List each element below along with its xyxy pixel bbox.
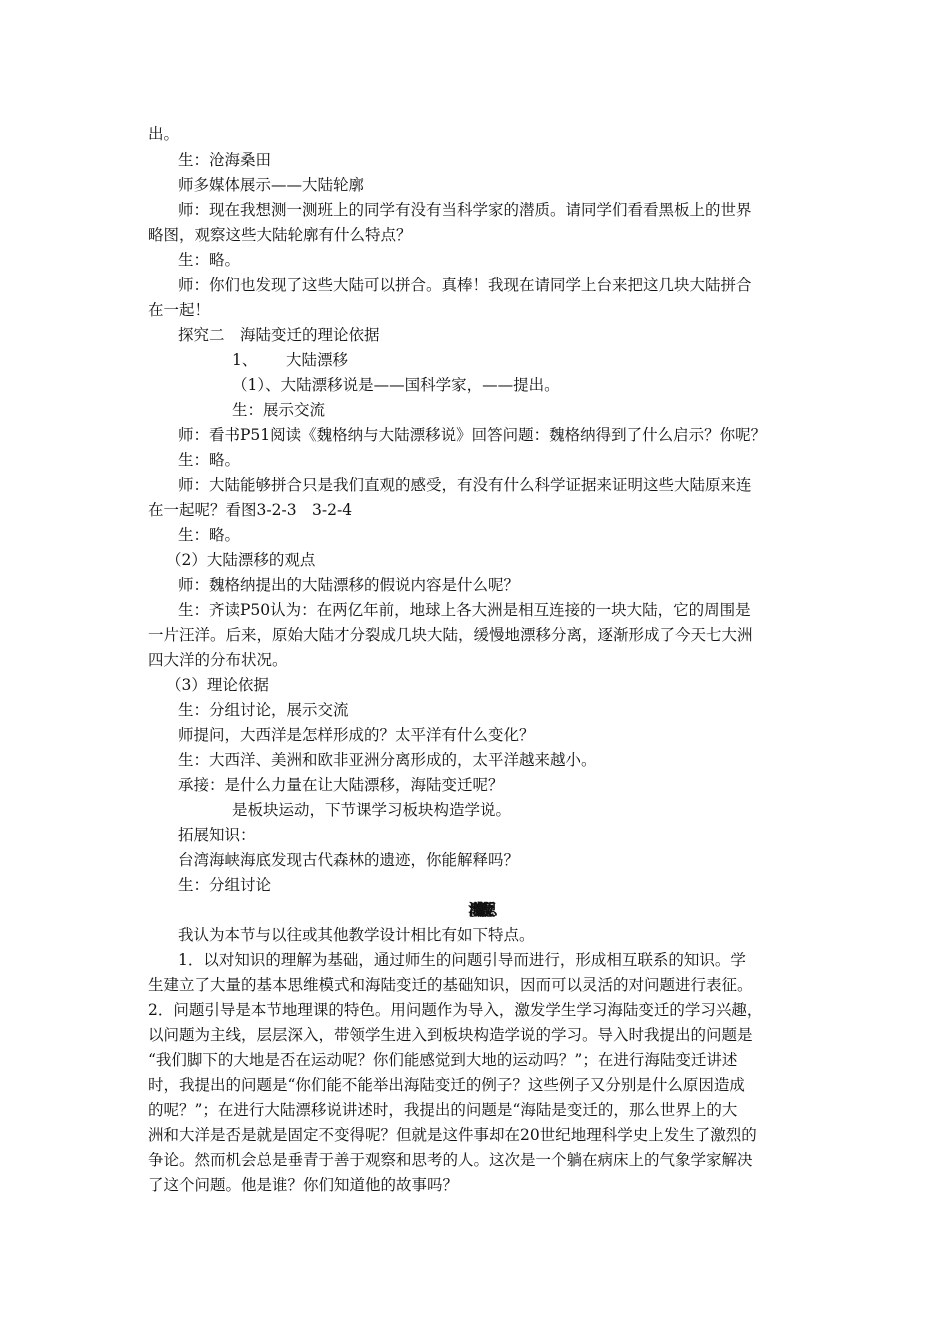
section-heading: 探究二 海陆变迁的理论依据 — [178, 326, 380, 344]
text-line: 师：大陆能够拼合只是我们直观的感受，有没有什么科学证据来证明这些大陆原来连 — [178, 476, 752, 494]
list-number: 1、 — [232, 351, 258, 369]
list-item-text: 大陆漂移 — [286, 351, 349, 369]
text-line: 的呢？”；在进行大陆漂移说讲述时，我提出的问题是“海陆是变迁的，那么世界上的大 — [148, 1101, 738, 1119]
text-line: 以问题为主线，层层深入，带领学生进入到板块构造学说的学习。导入时我提出的问题是 — [148, 1026, 753, 1044]
text-line: 生：大西洋、美洲和欧非亚洲分离形成的，太平洋越来越小。 — [178, 751, 597, 769]
text-line: 生建立了大量的基本思维模式和海陆变迁的基础知识，因而可以灵活的对问题进行表征。 — [148, 976, 753, 994]
text-line: （3）理论依据 — [166, 676, 269, 694]
text-line: 生：略。 — [178, 526, 241, 544]
text-line: 一片汪洋。后来，原始大陆才分裂成几块大陆，缓慢地漂移分离，逐渐形成了今天七大洲 — [148, 626, 753, 644]
text-line: 师提问，大西洋是怎样形成的？太平洋有什么变化？ — [178, 726, 535, 744]
text-line: 了这个问题。他是谁？你们知道他的故事吗？ — [148, 1176, 459, 1194]
text-line: （2）大陆漂移的观点 — [166, 551, 316, 569]
text-line: 我认为本节与以往或其他教学设计相比有如下特点。 — [178, 926, 535, 944]
text-line: 四大洋的分布状况。 — [148, 651, 288, 669]
text-line: 台湾海峡海底发现古代森林的遗迹，你能解释吗？ — [178, 851, 520, 869]
text-line: “我们脚下的大地是否在运动呢？你们能感觉到大地的运动吗？”；在进行海陆变迁讲述 — [148, 1051, 738, 1069]
text-line: 生：沧海桑田 — [178, 151, 272, 169]
text-line: 师：你们也发现了这些大陆可以拼合。真棒！我现在请同学上台来把这几块大陆拼合 — [178, 276, 752, 294]
text-line: 出。 — [148, 125, 180, 143]
text-line: 拓展知识： — [178, 826, 256, 844]
text-line: 是板块运动，下节课学习板块构造学说。 — [232, 801, 512, 819]
text-line: 在一起！ — [148, 301, 211, 319]
text-line: 时，我提出的问题是“你们能不能举出海陆变迁的例子？这些例子又分别是什么原因造成 — [148, 1076, 745, 1094]
text-line: 1．以对知识的理解为基础，通过师生的问题引导而进行，形成相互联系的知识。学 — [178, 951, 746, 969]
text-line: 生：齐读P50认为：在两亿年前，地球上各大洲是相互连接的一块大陆，它的周围是 — [178, 601, 751, 619]
text-line: 师多媒体展示——大陆轮廓 — [178, 176, 365, 194]
text-line: 承接：是什么力量在让大陆漂移，海陆变迁呢？ — [178, 776, 504, 794]
text-line: 生：略。 — [178, 451, 241, 469]
text-line: 师：现在我想测一测班上的同学有没有当科学家的潜质。请同学们看看黑板上的世界 — [178, 201, 752, 219]
text-line: 略图，观察这些大陆轮廓有什么特点？ — [148, 226, 412, 244]
text-line: 师：看书P51阅读《魏格纳与大陆漂移说》回答问题：魏格纳得到了什么启示？你呢？ — [178, 426, 767, 444]
text-line: 师：魏格纳提出的大陆漂移的假说内容是什么呢？ — [178, 576, 520, 594]
text-line: 生：展示交流 — [232, 401, 326, 419]
text-line: 2．问题引导是本节地理课的特色。用问题作为导入，激发学生学习海陆变迁的学习兴趣， — [148, 1001, 763, 1019]
text-line: 争论。然而机会总是垂青于善于观察和思考的人。这次是一个躺在病床上的气象学家解决 — [148, 1151, 753, 1169]
text-line: 生：分组讨论，展示交流 — [178, 701, 349, 719]
reflection-title: 《海陆变迁》教学反思 — [466, 900, 484, 919]
text-line: 在一起呢？看图3-2-3 3-2-4 — [148, 501, 353, 519]
text-line: （1）、大陆漂移说是——国科学家，——提出。 — [232, 376, 560, 394]
text-line: 洲和大洋是否是就是固定不变得呢？但就是这件事却在20世纪地理科学史上发生了激烈的 — [148, 1126, 757, 1144]
text-line: 生：略。 — [178, 251, 241, 269]
text-line: 生：分组讨论 — [178, 876, 272, 894]
